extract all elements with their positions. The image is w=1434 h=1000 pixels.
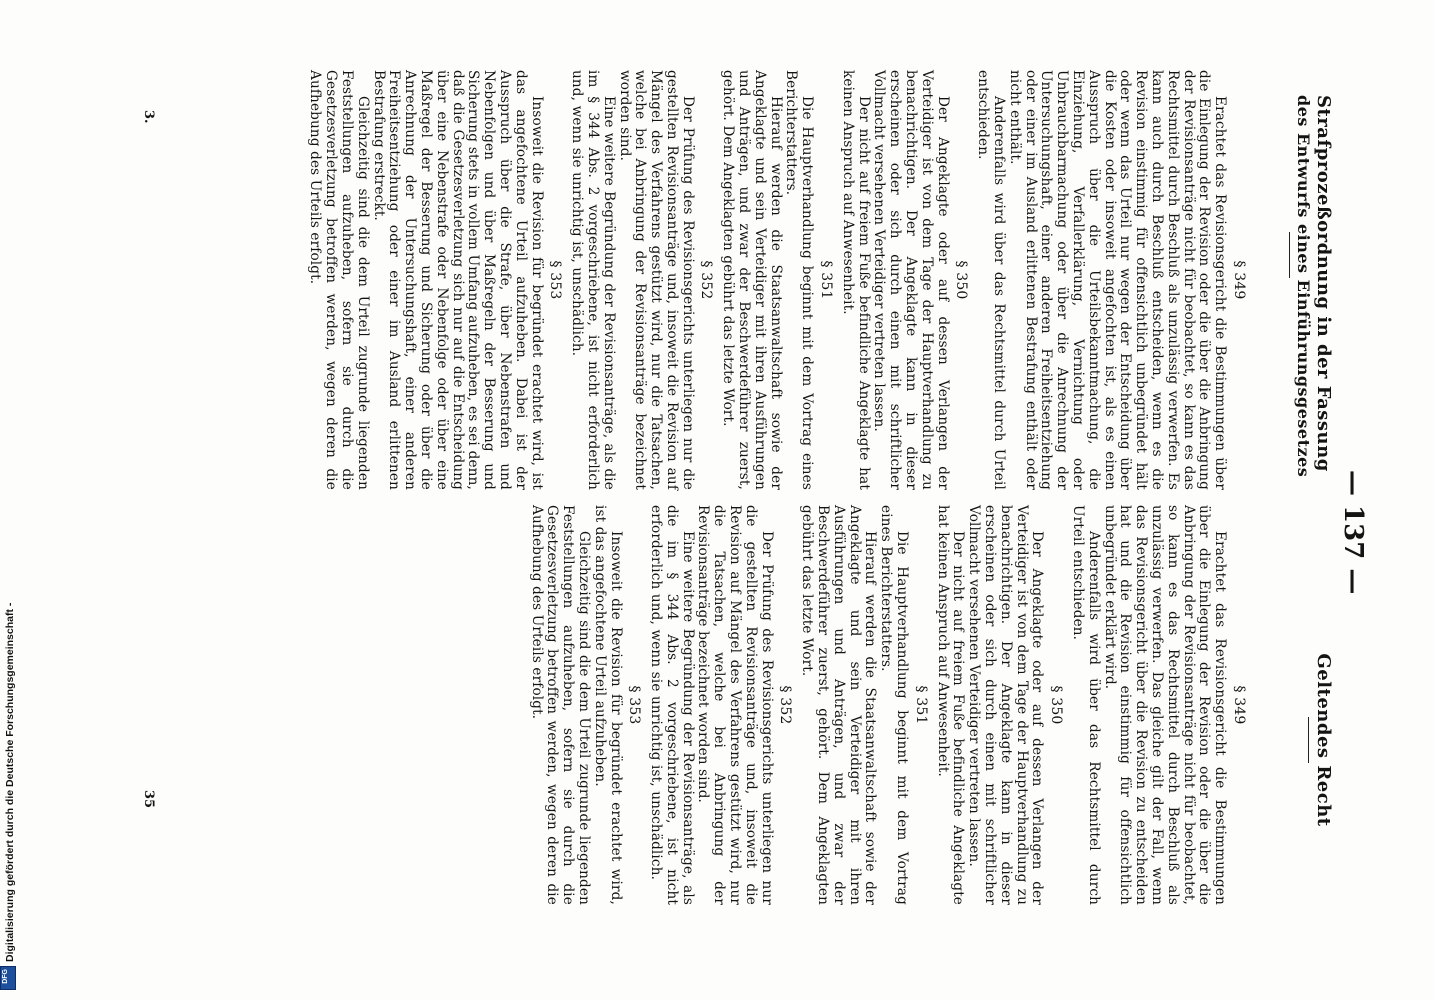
left-column-header-text: Geltendes Recht [1313,653,1334,827]
header-rule [1308,717,1309,763]
section-paragraph: Eine weitere Begründung der Revisionsanträge, als die im § 344 Abs. 2 vorgeschriebene, ist nicht erforderlich und, wenn sie unrichtig ist, unschädlich. [648,505,696,905]
header-rule [1289,232,1290,278]
section-heading: § 350 [1048,685,1065,725]
section-paragraph: Die Hauptverhandlung beginnt mit dem Vortrag eines Berichterstatters. [878,505,911,905]
section-paragraph: Insoweit die Revision für begründet erachtet wird, ist das angefochtene Urteil aufzuheben. Dabei ist der Ausspruch über die Strafe, über Nebenstrafen und Nebenfolgen und über Maßregeln der Besserung und Sicherung stets in vollem Umfang aufzuheben, es sei denn, daß die Gesetzesverletzung sich nur auf die Entscheidung über eine Nebenstrafe oder Nebenfolge oder über eine Maßregel der Besserung und Sicherung oder über die Anrechnung der Untersuchungshaft, einer anderen Freiheitsentziehung oder einer im Ausland erlittenen Bestrafung erstreckt. [370,70,545,490]
section-paragraph: Insoweit die Revision für begründet erachtet wird, ist das angefochtene Urteil aufzuheben. [591,505,624,905]
section-paragraph: Hierauf werden die Staatsanwaltschaft sowie der Angeklagte und sein Verteidiger mit ihren Ausführungen und Anträgen, und zwar der Beschwerdeführer zuerst, gehört. Dem Angeklagten gebührt das letzte Wort. [720,70,784,490]
section-heading: § 351 [818,260,835,300]
section-paragraph: Erachtet das Revisionsgericht die Bestimmungen über die Einlegung der Revision oder die über die Anbringung der Revisionsanträge nicht für beobachtet, so kann es das Rechtsmittel durch Beschluß als unzulässig verwerfen. Es kann auch durch Beschluß entscheiden, wenn es die Revision einstimmig für offensichtlich unbegründet hält oder wenn das Urteil nur wegen der Entscheidung über die Kosten oder insoweit angefochten ist, als es einen Ausspruch über die Urteilsbekanntmachung, die Einziehung, Verfallerklärung, Vernichtung oder Unbrauchbarmachung oder über die Anrechnung der Untersuchungshaft, einer anderen Freiheitsentziehung oder einer im Ausland erlittenen Bestrafung enthält oder nicht enthält. [1006,70,1229,490]
section-paragraph: Hierauf werden die Staatsanwaltschaft sowie der Angeklagte und sein Verteidiger mit ihren Ausführungen und Anträgen, und zwar der Beschwerdeführer zuerst, gehört. Dem Angeklagten gebührt das letzte Wort. [799,505,879,905]
section-heading: § 349 [1231,685,1247,725]
section-heading: § 350 [953,260,970,300]
section-paragraph: Erachtet das Revisionsgericht die Bestimmungen über die Einlegung der Revision oder die über die Anbringung der Revisionsanträge nicht für beobachtet, so kann es das Rechtsmittel durch Beschluß als unzulässig verwerfen. Das gleiche gilt der Fall, wenn das Revisionsgericht über die Revision zu entscheiden hat und die Revision einstimmig für offensichtlich unbegründet erklärt wird. [1101,505,1229,905]
column-geltendes-recht [528,505,1252,905]
section-paragraph: Der Angeklagte oder auf dessen Verlangen der Verteidiger ist von dem Tage der Hauptverhandlung zu benachrichtigen. Der Angeklagte kann in dieser erscheinen oder sich durch einen mit schriftlicher Vollmacht versehenen Verteidiger vertreten lassen. [966,505,1046,905]
section-paragraph: Die Hauptverhandlung beginnt mit dem Vortrag eines Berichterstatters. [783,70,816,490]
column-entwurf [307,70,1252,490]
section-heading: § 351 [912,685,929,725]
section-heading: § 353 [547,260,564,300]
section-paragraph: Anderenfalls wird über das Rechtsmittel durch Urteil entschieden. [975,70,1008,490]
left-column-header [1302,640,1334,840]
dfg-logo-icon [0,966,16,990]
section-paragraph: Gleichzeitig sind die dem Urteil zugrunde liegenden Feststellungen aufzuheben, sofern sie durch die Gesetzesverletzung betroffen werden, wegen deren die Aufhebung des Urteils erfolgt. [528,505,592,905]
page-number: — 137 — [1338,470,1368,595]
section-paragraph: Der nicht auf freiem Fuße befindliche Angeklagte hat keinen Anspruch auf Anwesenheit. [839,70,872,490]
section-heading: § 352 [698,260,715,300]
section-paragraph: Eine weitere Begründung der Revisionsanträge, als die im § 344 Abs. 2 vorgeschriebene, ist nicht erforderlich und, wenn sie unrichtig ist, unschädlich. [569,70,617,490]
section-paragraph: Gleichzeitig sind die dem Urteil zugrunde liegenden Feststellungen aufzuheben, sofern sie durch die Gesetzesverletzung betroffen werden, wegen deren die Aufhebung des Urteils erfolgt. [307,70,371,490]
digitization-credit [4,603,16,962]
digitization-credit-text: Digitalisierung gefördert durch die Deutsche Forschungsgemeinschaft - [4,602,16,962]
section-paragraph: Der Prüfung des Revisionsgerichts unterliegen nur die gestellten Revisionsanträge und, insoweit die Revision auf Mängel des Verfahrens gestützt wird, nur die Tatsachen, welche bei Anbringung der Revisionsanträge bezeichnet worden sind. [616,70,696,490]
section-heading: § 349 [1231,260,1247,300]
section-paragraph: Anderenfalls wird über das Rechtsmittel durch Urteil entschieden. [1070,505,1102,905]
section-heading: § 352 [777,685,794,725]
right-column-header-line2: des Entwurfs eines Einführungsgesetzes [1294,95,1313,478]
section-paragraph: Der Prüfung des Revisionsgerichts unterliegen nur die gestellten Revisionsanträge und, insoweit die Revision auf Mängel des Verfahrens gestützt wird, nur die Tatsachen, welche bei Anbringung der Revisionsanträge bezeichnet worden sind. [695,505,775,905]
right-column-header-line1: Strafprozeßordnung in der Fassung [1313,95,1334,472]
section-paragraph: Der Angeklagte oder auf dessen Verlangen der Verteidiger ist von dem Tage der Hauptverhandlung zu benachrichtigen. Der Angeklagte kann in dieser erscheinen oder sich durch einen mit schriftlicher Vollmacht versehenen Verteidiger vertreten lassen. [871,70,951,490]
section-heading: § 353 [626,685,643,725]
footer-number-35: 35 [141,790,156,809]
section-paragraph: Der nicht auf freiem Fuße befindliche Angeklagte hat keinen Anspruch auf Anwesenheit. [934,505,967,905]
footer-number-3: 3. [141,110,156,124]
dfg-logo-text: DFG [2,969,9,984]
right-column-header [1283,95,1334,478]
